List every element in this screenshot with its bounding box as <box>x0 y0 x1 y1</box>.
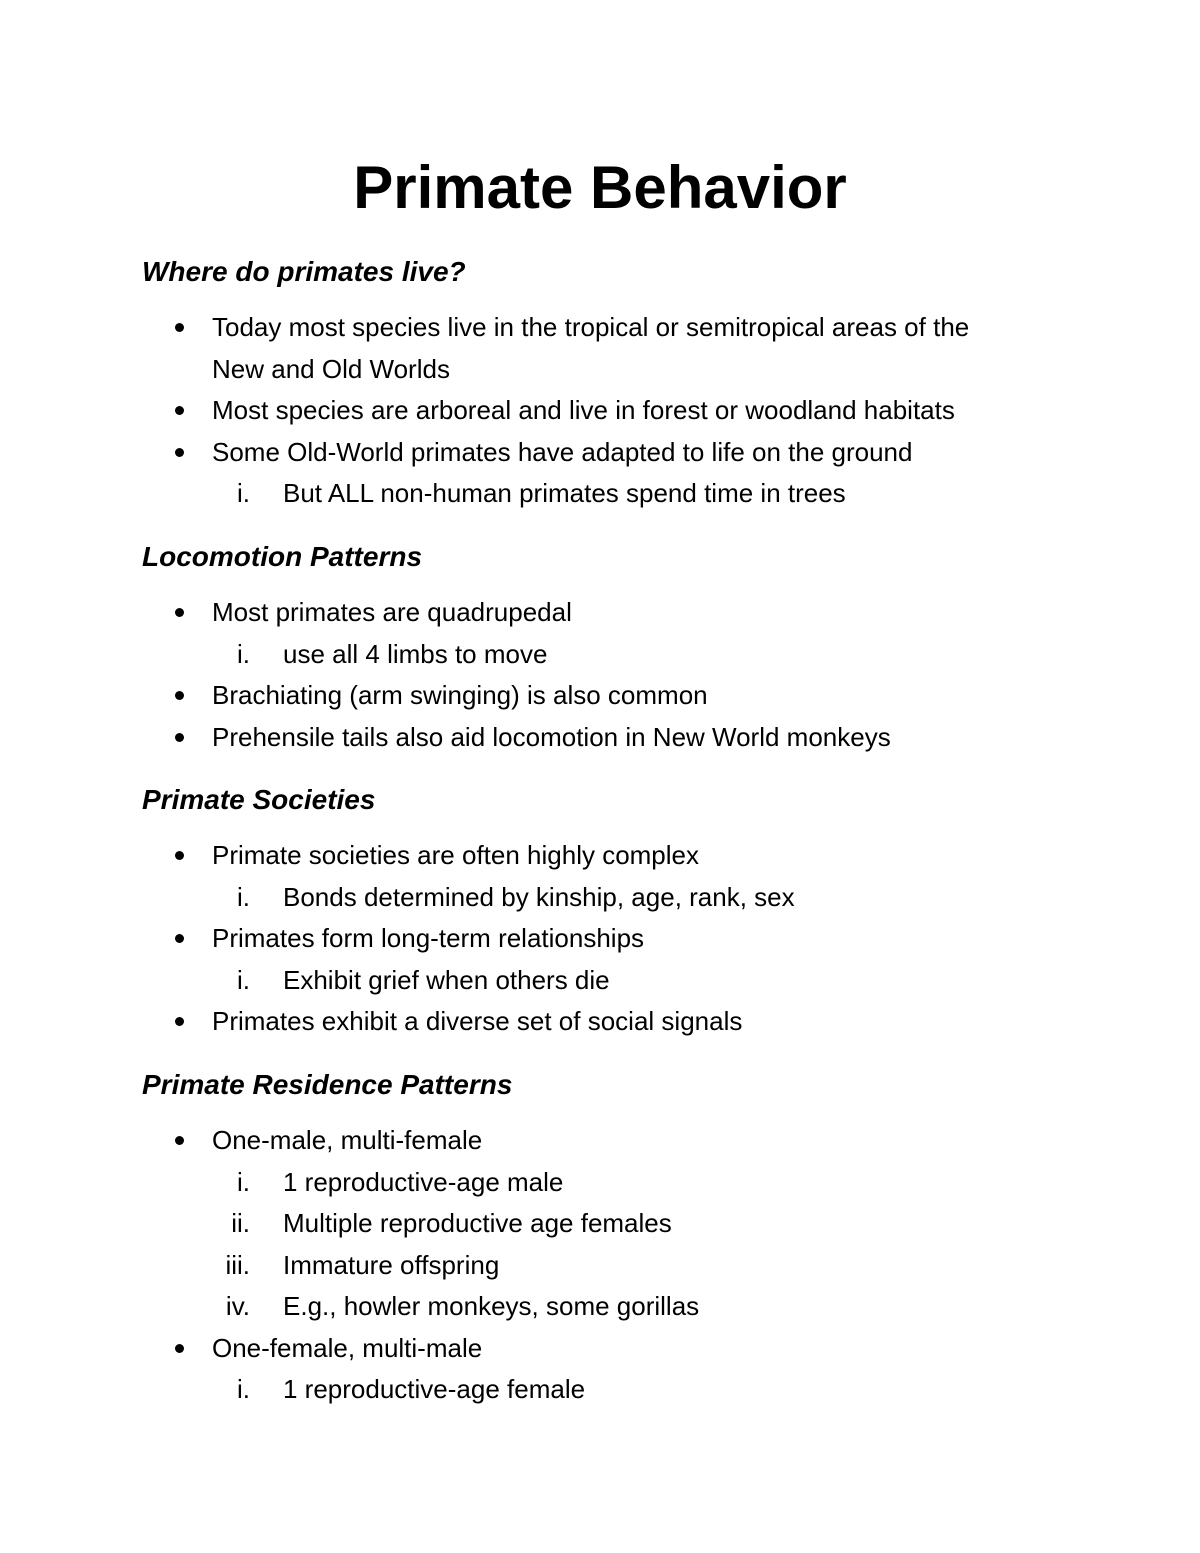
sub-list-item <box>142 1162 1102 1204</box>
sub-list-text: use all 4 limbs to move <box>283 638 548 669</box>
sub-list-text: Immature offspring <box>283 1249 500 1280</box>
sub-list-item <box>142 877 1102 919</box>
sub-list-text: 1 reproductive-age male <box>283 1166 564 1197</box>
bullet-icon <box>175 934 184 943</box>
list-item <box>142 835 1102 877</box>
bullet-icon <box>175 1017 184 1026</box>
bullet-icon <box>175 406 184 415</box>
section-primate-residence-patterns <box>142 1067 1102 1411</box>
bullet-icon <box>175 691 184 700</box>
sub-list-number: iii. <box>225 1249 250 1280</box>
bullet-icon <box>175 448 184 457</box>
sub-list-text: E.g., howler monkeys, some gorillas <box>283 1291 700 1321</box>
list-item-text: Today most species live in the tropical or semitropical areas of the <box>212 312 970 342</box>
bullet-list <box>142 592 1102 758</box>
bullet-list <box>142 307 1102 515</box>
section-heading: Primate Societies <box>142 784 376 815</box>
bullet-icon <box>175 323 184 332</box>
sub-list-item <box>142 1286 1102 1328</box>
sub-list-item <box>142 960 1102 1002</box>
sub-list-number: iv. <box>225 1291 250 1321</box>
bullet-icon <box>175 1136 184 1145</box>
sub-list-item <box>142 634 1102 676</box>
bullet-list <box>142 835 1102 1043</box>
sub-list-text: Exhibit grief when others die <box>283 964 610 995</box>
sub-list-item <box>142 1369 1102 1411</box>
sub-list-number: ii. <box>231 1208 250 1238</box>
sub-list-number: i. <box>237 964 250 995</box>
list-item-text: One-male, multi-female <box>212 1125 483 1155</box>
list-item <box>142 1001 1102 1043</box>
section-heading: Locomotion Patterns <box>142 541 423 572</box>
sub-list-number: i. <box>237 478 250 508</box>
page-title: Primate Behavior <box>353 154 847 221</box>
section-primate-societies <box>142 782 1102 1043</box>
list-item <box>142 1328 1102 1370</box>
sub-list-number: i. <box>237 1166 250 1197</box>
list-item <box>142 432 1102 474</box>
sub-list-item <box>142 1203 1102 1245</box>
sub-list-text: Bonds determined by kinship, age, rank, sex <box>283 881 795 912</box>
list-item <box>142 717 1102 759</box>
section-heading: Where do primates live? <box>142 256 466 287</box>
list-item-text: Primates exhibit a diverse set of social signals <box>212 1006 743 1036</box>
sub-list-text: 1 reproductive-age female <box>283 1374 586 1404</box>
section-where-do-primates-live <box>142 254 1102 515</box>
bullet-icon <box>175 733 184 742</box>
list-item-text: One-female, multi-male <box>212 1332 483 1363</box>
list-item-text: Primates form long-term relationships <box>212 923 645 953</box>
sub-list-text: Multiple reproductive age females <box>283 1208 672 1238</box>
list-item <box>142 1120 1102 1162</box>
list-item-text: Primate societies are often highly complex <box>212 840 700 870</box>
list-item-text: Brachiating (arm swinging) is also common <box>212 680 708 710</box>
list-item-text: Most species are arboreal and live in forest or woodland habitats <box>212 395 955 425</box>
section-locomotion-patterns <box>142 539 1102 758</box>
list-item <box>142 918 1102 960</box>
list-item <box>142 675 1102 717</box>
list-item-text: New and Old Worlds <box>212 353 450 384</box>
list-item-text: Some Old-World primates have adapted to life on the ground <box>212 436 913 467</box>
bullet-icon <box>175 608 184 617</box>
list-item-text: Most primates are quadrupedal <box>212 597 572 627</box>
sub-list-item <box>142 1245 1102 1287</box>
sub-list-number: i. <box>237 638 250 669</box>
section-heading: Primate Residence Patterns <box>142 1069 513 1100</box>
list-item <box>142 592 1102 634</box>
bullet-list <box>142 1120 1102 1411</box>
list-item <box>142 307 1102 390</box>
bullet-icon <box>175 1344 184 1353</box>
sub-list-text: But ALL non-human primates spend time in trees <box>283 478 846 508</box>
list-item-text: Prehensile tails also aid locomotion in New World monkeys <box>212 721 891 752</box>
sub-list-item <box>142 473 1102 515</box>
bullet-icon <box>175 851 184 860</box>
sub-list-number: i. <box>237 881 250 912</box>
sub-list-number: i. <box>237 1374 250 1404</box>
list-item <box>142 390 1102 432</box>
